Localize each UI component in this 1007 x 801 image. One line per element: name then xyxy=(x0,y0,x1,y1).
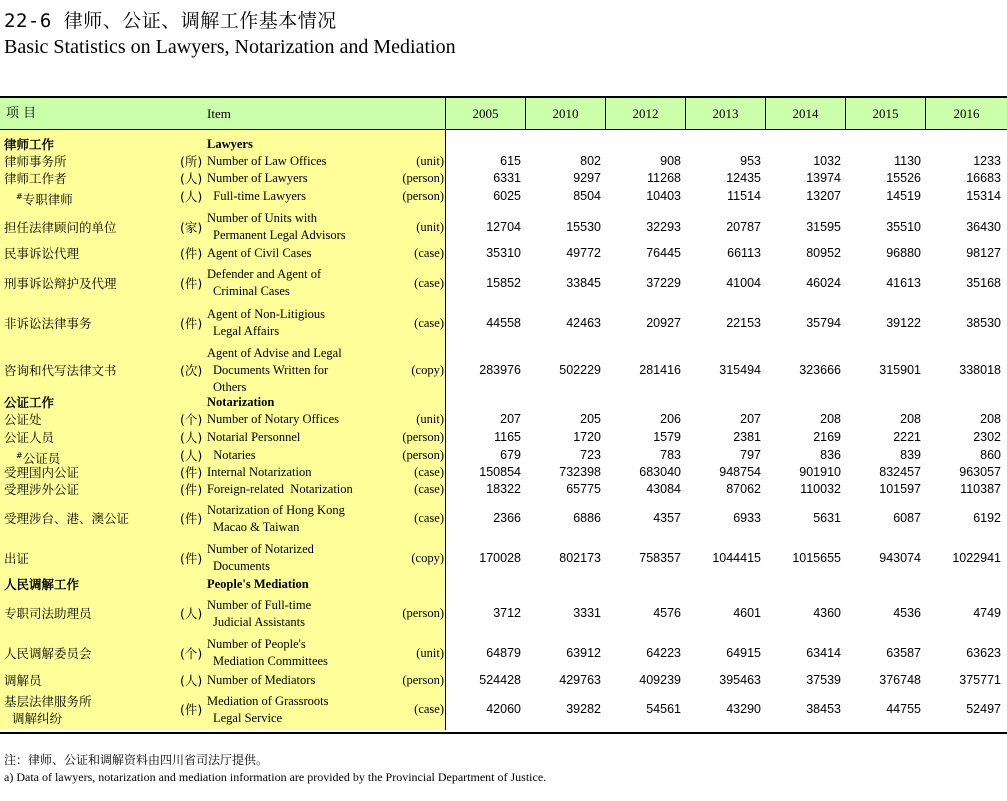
value-2005: 6025 xyxy=(493,189,521,203)
value-2013: 64915 xyxy=(726,646,761,660)
value-2015: 4536 xyxy=(893,606,921,620)
value-2010: 42463 xyxy=(566,316,601,330)
table-row xyxy=(0,481,1007,498)
row-unit-cn: (人) xyxy=(180,448,203,463)
row-unit-en: (case) xyxy=(414,511,444,525)
value-2014: 1015655 xyxy=(792,551,841,565)
value-2005: 42060 xyxy=(486,702,521,716)
value-2016: 860 xyxy=(980,448,1001,462)
value-2016: 16683 xyxy=(966,171,1001,185)
row-unit-en: (unit) xyxy=(416,154,444,168)
table-row xyxy=(0,245,1007,262)
header-year-2012: 2012 xyxy=(606,98,686,129)
value-2014: 13974 xyxy=(806,171,841,185)
table-row xyxy=(0,428,1007,446)
table-row xyxy=(0,634,1007,672)
row-unit-cn: (件) xyxy=(180,465,203,480)
row-unit-cn: (人) xyxy=(180,606,203,621)
value-2015: 14519 xyxy=(886,189,921,203)
value-2016: 4749 xyxy=(973,606,1001,620)
row-label-cn: 咨询和代写法律文书 xyxy=(4,363,117,378)
value-2010: 65775 xyxy=(566,482,601,496)
header-year-2014: 2014 xyxy=(766,98,846,129)
value-2014: 38453 xyxy=(806,702,841,716)
value-2013: 22153 xyxy=(726,316,761,330)
value-2016: 52497 xyxy=(966,702,1001,716)
row-label-en: Number of Law Offices xyxy=(207,154,327,168)
row-unit-en: (person) xyxy=(402,673,444,687)
value-2013: 2381 xyxy=(733,430,761,444)
value-2016: 338018 xyxy=(959,363,1001,377)
value-2010: 63912 xyxy=(566,646,601,660)
table-row xyxy=(0,691,1007,728)
row-label-cn: 调解员 xyxy=(4,673,42,688)
value-2012: 64223 xyxy=(646,646,681,660)
value-2016: 963057 xyxy=(959,465,1001,479)
value-2015: 2221 xyxy=(893,430,921,444)
value-2005: 35310 xyxy=(486,246,521,260)
value-2014: 901910 xyxy=(799,465,841,479)
value-2013: 41004 xyxy=(726,276,761,290)
row-unit-cn: (所) xyxy=(180,154,203,169)
row-label-en: Number of Mediators xyxy=(207,673,316,687)
row-label-en: Number of Full-time Judicial Assistants xyxy=(207,598,312,629)
value-2012: 4576 xyxy=(653,606,681,620)
row-label-cn: 受理涉台、港、澳公证 xyxy=(4,511,130,526)
value-2013: 797 xyxy=(740,448,761,462)
value-2012: 54561 xyxy=(646,702,681,716)
row-label-en: Notarization of Hong Kong Macao & Taiwan xyxy=(207,503,345,534)
value-2012: 683040 xyxy=(639,465,681,479)
value-2013: 953 xyxy=(740,154,761,168)
value-2015: 101597 xyxy=(879,482,921,496)
row-label-en: Agent of Civil Cases xyxy=(207,246,312,260)
value-2014: 208 xyxy=(820,412,841,426)
value-2012: 758357 xyxy=(639,551,681,565)
table-row xyxy=(0,672,1007,689)
row-unit-en: (person) xyxy=(402,171,444,185)
value-2013: 43290 xyxy=(726,702,761,716)
row-label-cn: 律师工作者 xyxy=(4,171,67,186)
value-2005: 44558 xyxy=(486,316,521,330)
value-2010: 33845 xyxy=(566,276,601,290)
row-label-en: Defender and Agent of Criminal Cases xyxy=(207,267,322,298)
row-label-cn: 律师事务所 xyxy=(4,154,67,169)
value-2014: 35794 xyxy=(806,316,841,330)
table-header xyxy=(0,98,1007,130)
row-label-en: Number of Units with Permanent Legal Advisors xyxy=(207,211,346,242)
row-unit-en: (case) xyxy=(414,316,444,330)
value-2012: 908 xyxy=(660,154,681,168)
table-row xyxy=(0,304,1007,342)
value-2005: 2366 xyxy=(493,511,521,525)
row-label-cn: 公证处 xyxy=(4,412,42,427)
row-unit-cn: (件) xyxy=(180,316,203,331)
row-unit-cn: (件) xyxy=(180,482,203,497)
row-label-cn: 基层法律服务所 调解纠纷 xyxy=(4,694,92,726)
value-2016: 110387 xyxy=(960,482,1001,496)
row-unit-en: (unit) xyxy=(416,412,444,426)
value-2014: 2169 xyxy=(813,430,841,444)
value-2010: 802173 xyxy=(559,551,601,565)
value-2015: 63587 xyxy=(886,646,921,660)
value-2010: 6886 xyxy=(573,511,601,525)
value-2005: 15852 xyxy=(486,276,521,290)
value-2010: 732398 xyxy=(559,465,601,479)
value-2005: 12704 xyxy=(486,220,521,234)
row-unit-en: (copy) xyxy=(411,363,444,377)
value-2010: 49772 xyxy=(566,246,601,260)
value-2015: 1130 xyxy=(894,154,921,168)
value-2013: 1044415 xyxy=(712,551,761,565)
value-2014: 323666 xyxy=(799,363,841,377)
row-unit-cn: (人) xyxy=(180,171,203,186)
value-2010: 39282 xyxy=(566,702,601,716)
value-2012: 1579 xyxy=(653,430,681,444)
value-2013: 4601 xyxy=(733,606,761,620)
value-2005: 64879 xyxy=(486,646,521,660)
footnote-cn: 注：律师、公证和调解资料由四川省司法厅提供。 xyxy=(4,753,269,767)
row-label-cn: 民事诉讼代理 xyxy=(4,246,80,261)
row-label-en: Number of Notary Offices xyxy=(207,412,340,426)
value-2013: 315494 xyxy=(719,363,761,377)
value-2016: 208 xyxy=(980,412,1001,426)
value-2014: 1032 xyxy=(813,154,841,168)
table-row xyxy=(0,539,1007,577)
value-2015: 39122 xyxy=(886,316,921,330)
note-mark: # xyxy=(16,192,23,201)
value-2015: 6087 xyxy=(893,511,921,525)
value-2010: 8504 xyxy=(573,189,601,203)
row-label-cn: 受理国内公证 xyxy=(4,465,80,480)
value-2005: 524428 xyxy=(479,673,521,687)
header-year-2015: 2015 xyxy=(846,98,926,129)
header-year-2010: 2010 xyxy=(526,98,606,129)
value-2010: 9297 xyxy=(573,171,601,185)
row-unit-en: (copy) xyxy=(411,551,444,565)
row-unit-en: (case) xyxy=(414,465,444,479)
value-2014: 80952 xyxy=(806,246,841,260)
value-2016: 63623 xyxy=(966,646,1001,660)
row-unit-en: (case) xyxy=(414,482,444,496)
row-unit-cn: (人) xyxy=(180,189,203,204)
value-2005: 283976 xyxy=(479,363,521,377)
row-unit-cn: (件) xyxy=(180,551,203,566)
value-2015: 376748 xyxy=(879,673,921,687)
value-2012: 409239 xyxy=(639,673,681,687)
row-unit-en: (case) xyxy=(414,702,444,716)
value-2012: 281416 xyxy=(639,363,681,377)
page-title-cn: 22-6 律师、公证、调解工作基本情况 xyxy=(4,10,337,32)
value-2005: 679 xyxy=(500,448,521,462)
row-label-cn: 人民调解委员会 xyxy=(4,646,92,661)
row-label-en: Internal Notarization xyxy=(207,465,312,479)
row-label-en: Notarization xyxy=(207,395,275,409)
row-label-cn: 担任法律顾问的单位 xyxy=(4,220,117,235)
value-2005: 3712 xyxy=(493,606,521,620)
value-2015: 315901 xyxy=(879,363,921,377)
table-row xyxy=(0,136,1007,152)
value-2012: 11268 xyxy=(647,171,681,185)
value-2016: 35168 xyxy=(966,276,1001,290)
table-row xyxy=(0,411,1007,428)
header-item-en: Item xyxy=(207,106,231,121)
value-2005: 6331 xyxy=(493,171,521,185)
value-2015: 832457 xyxy=(879,465,921,479)
table-row xyxy=(0,595,1007,632)
value-2012: 76445 xyxy=(646,246,681,260)
row-label-cn: #专职律师 xyxy=(16,192,73,208)
row-unit-cn: (件) xyxy=(180,276,203,291)
row-label-en: Full-time Lawyers xyxy=(207,189,306,203)
row-label-cn: 非诉讼法律事务 xyxy=(4,316,92,331)
value-2013: 66113 xyxy=(727,246,761,260)
row-unit-en: (person) xyxy=(402,189,444,203)
value-2005: 615 xyxy=(500,154,521,168)
value-2010: 1720 xyxy=(573,430,601,444)
header-year-2016: 2016 xyxy=(926,98,1007,129)
value-2016: 38530 xyxy=(966,316,1001,330)
value-2012: 206 xyxy=(660,412,681,426)
value-2013: 20787 xyxy=(726,220,761,234)
value-2013: 395463 xyxy=(719,673,761,687)
header-year-2013: 2013 xyxy=(686,98,766,129)
value-2014: 37539 xyxy=(806,673,841,687)
row-unit-en: (case) xyxy=(414,276,444,290)
value-2013: 11514 xyxy=(727,189,761,203)
row-unit-en: (unit) xyxy=(416,220,444,234)
value-2016: 36430 xyxy=(966,220,1001,234)
value-2015: 44755 xyxy=(886,702,921,716)
row-label-cn: 公证工作 xyxy=(4,395,55,410)
value-2005: 207 xyxy=(500,412,521,426)
row-label-en: Mediation of Grassroots Legal Service xyxy=(207,694,329,725)
header-item-cn: 项 目 xyxy=(6,106,37,121)
table-row xyxy=(0,394,1007,411)
value-2014: 31595 xyxy=(806,220,841,234)
row-unit-cn: (次) xyxy=(180,363,203,378)
row-unit-en: (person) xyxy=(402,448,444,462)
value-2014: 46024 xyxy=(806,276,841,290)
table-row xyxy=(0,153,1007,170)
value-2010: 15530 xyxy=(566,220,601,234)
table-row xyxy=(0,464,1007,481)
value-2016: 2302 xyxy=(973,430,1001,444)
value-2005: 1165 xyxy=(494,430,521,444)
row-label-en: Agent of Advise and Legal Documents Written for Others xyxy=(207,346,342,394)
row-unit-cn: (家) xyxy=(180,220,203,235)
row-unit-cn: (个) xyxy=(180,412,203,427)
value-2013: 207 xyxy=(740,412,761,426)
value-2015: 943074 xyxy=(879,551,921,565)
header-item-cell xyxy=(0,98,446,129)
value-2012: 37229 xyxy=(646,276,681,290)
value-2015: 96880 xyxy=(886,246,921,260)
value-2012: 32293 xyxy=(646,220,681,234)
value-2013: 87062 xyxy=(726,482,761,496)
value-2015: 839 xyxy=(900,448,921,462)
row-label-en: Number of Lawyers xyxy=(207,171,308,185)
table-row xyxy=(0,576,1007,593)
note-mark: # xyxy=(16,451,23,460)
value-2014: 13207 xyxy=(806,189,841,203)
row-unit-cn: (人) xyxy=(180,430,203,445)
value-2010: 802 xyxy=(580,154,601,168)
row-label-cn: #公证员 xyxy=(16,451,61,467)
row-unit-en: (person) xyxy=(402,606,444,620)
row-label-en: Foreign-related Notarization xyxy=(207,482,353,496)
row-label-en: Agent of Non-Litigious Legal Affairs xyxy=(207,307,326,338)
table-row xyxy=(0,265,1007,301)
row-unit-en: (person) xyxy=(402,430,444,444)
table-row xyxy=(0,187,1007,208)
row-unit-cn: (件) xyxy=(180,511,203,526)
row-label-en: Number of Notarized Documents xyxy=(207,542,314,573)
table-row xyxy=(0,446,1007,467)
value-2005: 18322 xyxy=(486,482,521,496)
row-label-en: Notaries xyxy=(207,448,256,462)
value-2005: 150854 xyxy=(479,465,521,479)
header-year-2005: 2005 xyxy=(446,98,526,129)
value-2010: 502229 xyxy=(559,363,601,377)
value-2016: 15314 xyxy=(966,189,1001,203)
table-row xyxy=(0,343,1007,398)
row-unit-en: (case) xyxy=(414,246,444,260)
row-label-cn: 出证 xyxy=(4,551,30,566)
value-2013: 6933 xyxy=(733,511,761,525)
row-unit-cn: (件) xyxy=(180,246,203,261)
value-2015: 35510 xyxy=(886,220,921,234)
row-label-en: Notarial Personnel xyxy=(207,430,301,444)
value-2014: 63414 xyxy=(806,646,841,660)
value-2012: 20927 xyxy=(646,316,681,330)
value-2012: 10403 xyxy=(646,189,681,203)
page-title-en: Basic Statistics on Lawyers, Notarization and Mediation xyxy=(4,36,456,58)
value-2014: 836 xyxy=(820,448,841,462)
row-unit-cn: (人) xyxy=(180,673,203,688)
value-2010: 205 xyxy=(580,412,601,426)
row-label-cn: 刑事诉讼辩护及代理 xyxy=(4,276,117,291)
value-2014: 4360 xyxy=(813,606,841,620)
value-2014: 110032 xyxy=(800,482,841,496)
value-2016: 375771 xyxy=(959,673,1001,687)
value-2013: 12435 xyxy=(726,171,761,185)
row-label-cn: 专职司法助理员 xyxy=(4,606,92,621)
value-2012: 43084 xyxy=(646,482,681,496)
value-2016: 1022941 xyxy=(952,551,1001,565)
value-2010: 3331 xyxy=(573,606,601,620)
row-label-cn: 公证人员 xyxy=(4,430,55,445)
value-2010: 723 xyxy=(580,448,601,462)
row-unit-cn: (个) xyxy=(180,646,203,661)
footnote-en: a) Data of lawyers, notarization and mediation information are provided by the Provincial Department of Justice. xyxy=(4,770,547,784)
row-label-en: Number of People's Mediation Committees xyxy=(207,637,328,668)
row-label-en: Lawyers xyxy=(207,137,253,151)
value-2014: 5631 xyxy=(813,511,841,525)
row-label-cn: 人民调解工作 xyxy=(4,577,80,592)
value-2012: 4357 xyxy=(653,511,681,525)
value-2010: 429763 xyxy=(559,673,601,687)
table-row xyxy=(0,500,1007,537)
statistics-table xyxy=(0,96,1007,734)
value-2016: 1233 xyxy=(973,154,1001,168)
value-2012: 783 xyxy=(660,448,681,462)
row-label-cn: 律师工作 xyxy=(4,137,55,152)
table-row xyxy=(0,208,1007,246)
row-label-en: People's Mediation xyxy=(207,577,309,591)
row-unit-cn: (件) xyxy=(180,702,203,717)
value-2016: 98127 xyxy=(966,246,1001,260)
row-label-cn: 受理涉外公证 xyxy=(4,482,80,497)
value-2013: 948754 xyxy=(719,465,761,479)
value-2015: 15526 xyxy=(886,171,921,185)
value-2005: 170028 xyxy=(479,551,521,565)
value-2015: 41613 xyxy=(886,276,921,290)
row-unit-en: (unit) xyxy=(416,646,444,660)
table-row xyxy=(0,170,1007,187)
value-2015: 208 xyxy=(900,412,921,426)
value-2016: 6192 xyxy=(973,511,1001,525)
